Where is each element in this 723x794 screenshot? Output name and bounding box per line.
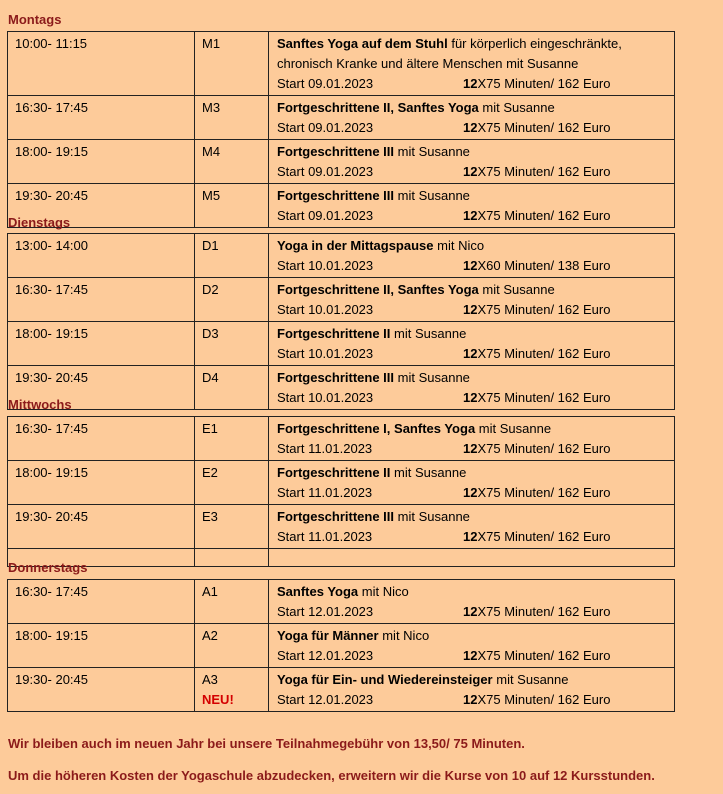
price-info: X75 Minuten/ 162 Euro (477, 692, 611, 707)
table-row (8, 140, 675, 184)
course-desc: mit Susanne (478, 282, 555, 297)
price-info: X75 Minuten/ 162 Euro (477, 529, 611, 544)
table-row-empty (8, 549, 675, 567)
course-desc: mit Nico (358, 584, 409, 599)
course-cell (269, 234, 675, 278)
session-count: 12 (463, 120, 478, 135)
hours-note: Um die höheren Kosten der Yogaschule abzudecken, erweitern wir die Kurse von 10 auf 12 Kursstunden. (8, 768, 655, 783)
day-heading-donnerstags: Donnerstags (8, 560, 88, 575)
code-cell: A2 (195, 624, 269, 668)
course-title: Fortgeschrittene III (277, 144, 395, 159)
time-cell: 10:00- 11:15 (8, 32, 195, 96)
session-count: 12 (463, 208, 478, 223)
course-title: Fortgeschrittene II, Sanftes Yoga (277, 282, 479, 297)
time-cell: 16:30- 17:45 (8, 417, 195, 461)
course-title: Fortgeschrittene II, Sanftes Yoga (277, 100, 479, 115)
time-cell: 18:00- 19:15 (8, 624, 195, 668)
time-cell: 18:00- 19:15 (8, 322, 195, 366)
start-date: Start 11.01.2023 (277, 441, 373, 456)
day-heading-dienstags: Dienstags (8, 215, 71, 230)
price-info: X75 Minuten/ 162 Euro (477, 441, 611, 456)
time-cell: 16:30- 17:45 (8, 96, 195, 140)
session-count: 12 (463, 692, 478, 707)
code-cell: D2 (195, 278, 269, 322)
time-cell: 19:30- 20:45 (8, 505, 195, 549)
price-info: X75 Minuten/ 162 Euro (477, 485, 611, 500)
course-cell (269, 624, 675, 668)
session-count: 12 (463, 302, 478, 317)
start-date: Start 09.01.2023 (277, 208, 374, 223)
code-cell: D4 (195, 366, 269, 410)
course-cell (269, 32, 675, 96)
start-date: Start 10.01.2023 (277, 302, 374, 317)
table-row (8, 580, 675, 624)
session-count: 12 (463, 346, 478, 361)
time-cell: 16:30- 17:45 (8, 580, 195, 624)
course-cell (269, 461, 675, 505)
course-desc: mit Susanne (394, 509, 470, 524)
time-cell: 13:00- 14:00 (8, 234, 195, 278)
start-date: Start 10.01.2023 (277, 258, 374, 273)
course-title: Fortgeschrittene III (277, 509, 395, 524)
session-count: 12 (463, 648, 478, 663)
course-cell (269, 184, 675, 228)
price-info: X75 Minuten/ 162 Euro (477, 120, 611, 135)
course-desc: mit Susanne (394, 188, 470, 203)
course-desc: mit Susanne (390, 465, 467, 480)
code-cell: A1 (195, 580, 269, 624)
course-code: A3 (202, 672, 218, 687)
price-info: X75 Minuten/ 162 Euro (477, 648, 611, 663)
course-desc: mit Nico (433, 238, 485, 253)
session-count: 12 (463, 164, 478, 179)
code-cell: E1 (195, 417, 269, 461)
course-desc: für körperlich eingeschränkte, chronisch Kranke und ältere Menschen mit Susanne (277, 36, 622, 71)
code-cell: E3 (195, 505, 269, 549)
new-badge: NEU! (202, 692, 234, 707)
session-count: 12 (463, 604, 478, 619)
code-cell (195, 668, 269, 712)
start-date: Start 12.01.2023 (277, 648, 374, 663)
course-cell (269, 96, 675, 140)
start-date: Start 09.01.2023 (277, 164, 374, 179)
fee-note: Wir bleiben auch im neuen Jahr bei unsere Teilnahmegebühr von 13,50/ 75 Minuten. (8, 736, 525, 751)
session-count: 12 (463, 441, 478, 456)
course-desc: mit Susanne (492, 672, 569, 687)
table-row (8, 366, 675, 410)
empty-cell (269, 549, 675, 567)
price-info: X75 Minuten/ 162 Euro (477, 302, 611, 317)
course-title: Fortgeschrittene I, Sanftes Yoga (277, 421, 476, 436)
schedule-table-dienstags (7, 233, 675, 410)
course-desc: mit Susanne (394, 370, 470, 385)
course-title: Sanftes Yoga (277, 584, 359, 599)
course-title: Yoga in der Mittagspause (277, 238, 434, 253)
price-info: X75 Minuten/ 162 Euro (477, 164, 611, 179)
course-cell (269, 580, 675, 624)
price-info: X75 Minuten/ 162 Euro (477, 390, 611, 405)
course-desc: mit Susanne (390, 326, 467, 341)
table-row (8, 668, 675, 712)
course-title: Yoga für Männer (277, 628, 379, 643)
price-info: X75 Minuten/ 162 Euro (477, 604, 611, 619)
code-cell: M1 (195, 32, 269, 96)
price-info: X60 Minuten/ 138 Euro (477, 258, 611, 273)
course-cell (269, 668, 675, 712)
time-cell: 19:30- 20:45 (8, 184, 195, 228)
start-date: Start 10.01.2023 (277, 390, 374, 405)
code-cell: M3 (195, 96, 269, 140)
time-cell: 16:30- 17:45 (8, 278, 195, 322)
start-date: Start 11.01.2023 (277, 529, 373, 544)
code-cell: M4 (195, 140, 269, 184)
session-count: 12 (463, 390, 478, 405)
schedule-table-donnerstags (7, 579, 675, 712)
code-cell: D1 (195, 234, 269, 278)
table-row (8, 278, 675, 322)
course-desc: mit Susanne (394, 144, 470, 159)
course-title: Sanftes Yoga auf dem Stuhl (277, 36, 448, 51)
start-date: Start 10.01.2023 (277, 346, 374, 361)
table-row (8, 624, 675, 668)
course-title: Fortgeschrittene III (277, 370, 395, 385)
table-row (8, 184, 675, 228)
session-count: 12 (463, 76, 478, 91)
course-cell (269, 140, 675, 184)
schedule-table-mittwochs (7, 416, 675, 567)
start-date: Start 09.01.2023 (277, 76, 374, 91)
time-cell: 18:00- 19:15 (8, 140, 195, 184)
start-date: Start 12.01.2023 (277, 692, 374, 707)
time-cell: 19:30- 20:45 (8, 366, 195, 410)
course-cell (269, 505, 675, 549)
course-cell (269, 278, 675, 322)
price-info: X75 Minuten/ 162 Euro (477, 346, 611, 361)
price-info: X75 Minuten/ 162 Euro (477, 76, 611, 91)
course-desc: mit Susanne (478, 100, 555, 115)
course-title: Fortgeschrittene II (277, 465, 391, 480)
code-cell: M5 (195, 184, 269, 228)
time-cell: 19:30- 20:45 (8, 668, 195, 712)
course-desc: mit Nico (378, 628, 430, 643)
course-desc: mit Susanne (475, 421, 552, 436)
table-row (8, 322, 675, 366)
session-count: 12 (463, 485, 478, 500)
course-title: Fortgeschrittene III (277, 188, 395, 203)
course-cell (269, 366, 675, 410)
empty-cell (195, 549, 269, 567)
day-heading-montags: Montags (8, 12, 62, 27)
start-date: Start 09.01.2023 (277, 120, 374, 135)
price-info: X75 Minuten/ 162 Euro (477, 208, 611, 223)
code-cell: D3 (195, 322, 269, 366)
table-row (8, 417, 675, 461)
table-row (8, 234, 675, 278)
session-count: 12 (463, 258, 478, 273)
table-row (8, 32, 675, 96)
time-cell: 18:00- 19:15 (8, 461, 195, 505)
table-row (8, 505, 675, 549)
course-cell (269, 417, 675, 461)
start-date: Start 12.01.2023 (277, 604, 374, 619)
day-heading-mittwochs: Mittwochs (8, 397, 72, 412)
table-row (8, 461, 675, 505)
course-title: Fortgeschrittene II (277, 326, 391, 341)
code-cell: E2 (195, 461, 269, 505)
course-title: Yoga für Ein- und Wiedereinsteiger (277, 672, 493, 687)
schedule-table-montags (7, 31, 675, 228)
start-date: Start 11.01.2023 (277, 485, 373, 500)
table-row (8, 96, 675, 140)
session-count: 12 (463, 529, 478, 544)
course-cell (269, 322, 675, 366)
